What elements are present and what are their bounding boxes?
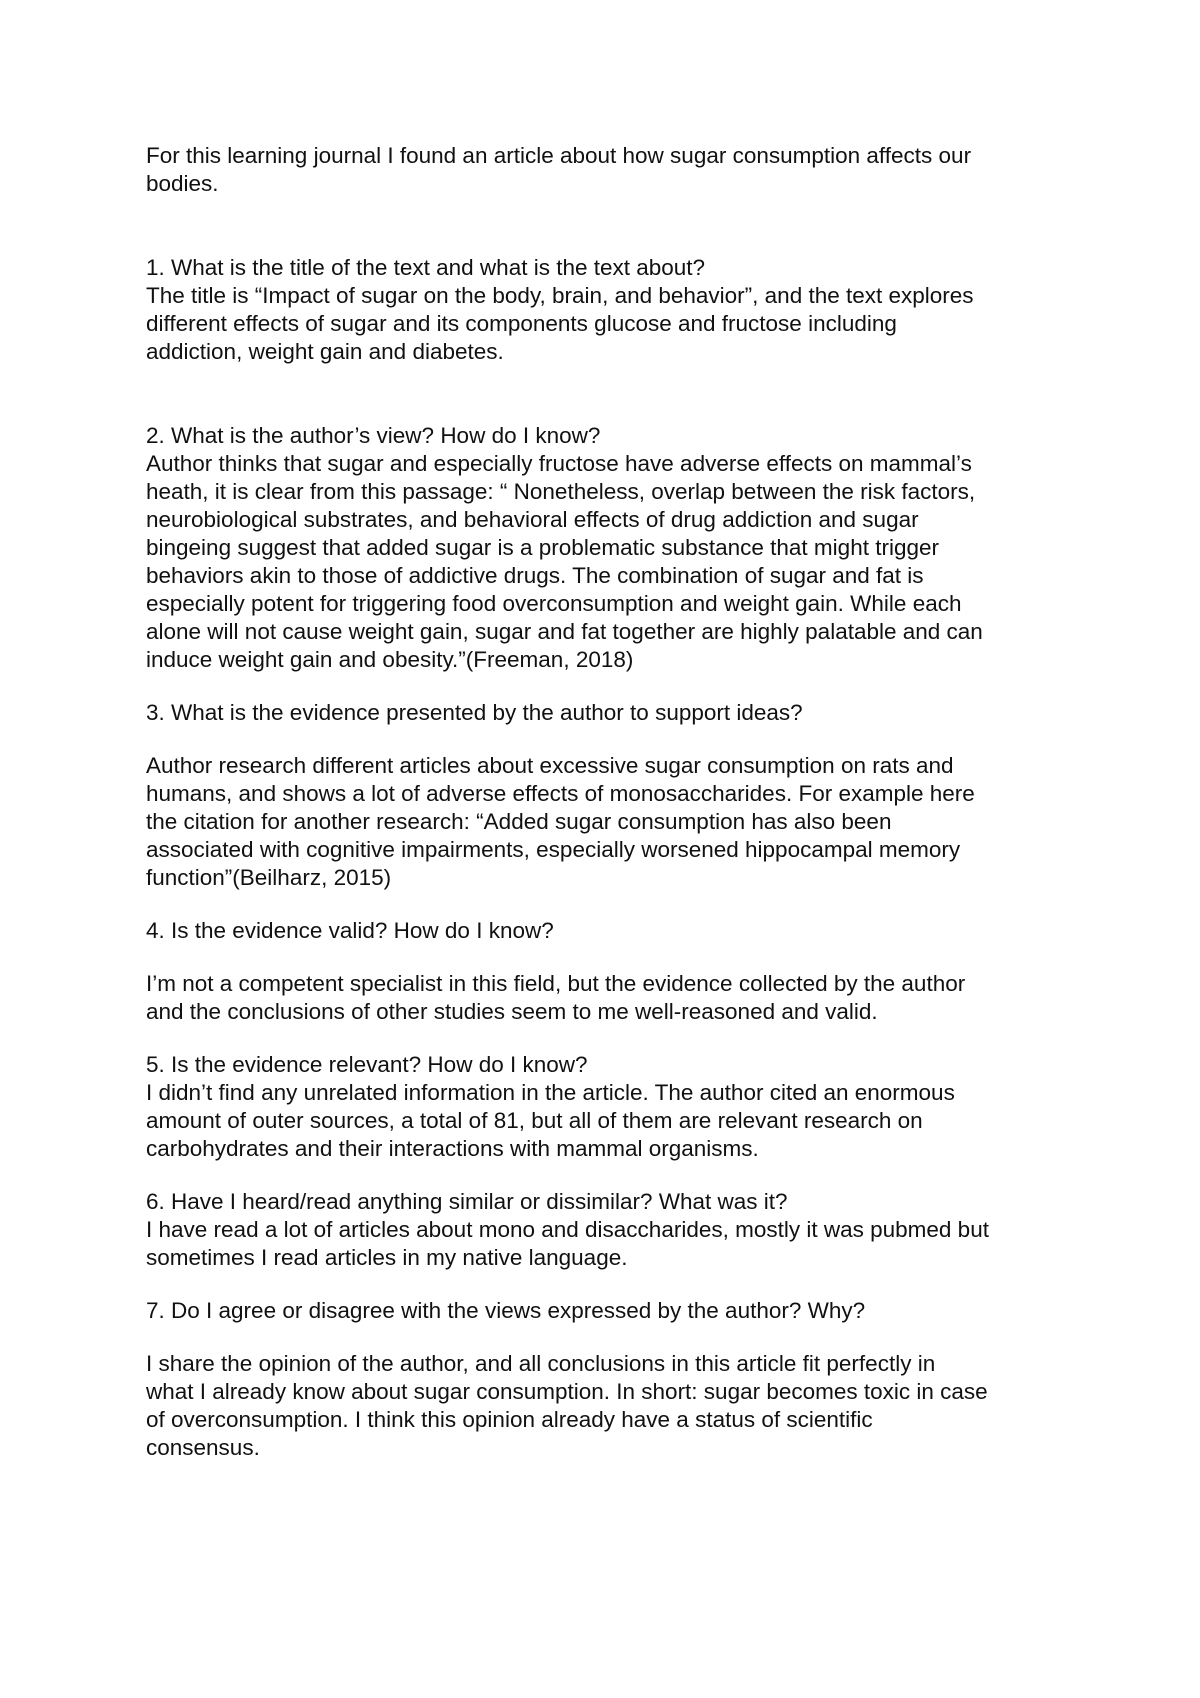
answer-1: The title is “Impact of sugar on the body, brain, and behavior”, and the text explores different effects of sugar and its components glucose and fructose including addiction, weight gain and diabetes.	[146, 283, 974, 364]
answer-3: Author research different articles about excessive sugar consumption on rats and humans, and shows a lot of adverse effects of monosaccharides. For example here the citation for another research: “Added sugar consumption has also been associated with cognitive impairments, especially worsened hippocampal memory function”(Beilharz, 2015)	[146, 753, 975, 890]
question-4-section	[146, 917, 1086, 1026]
question-5-section	[146, 1051, 1086, 1163]
question-4: 4. Is the evidence valid? How do I know?	[146, 918, 554, 943]
question-2: 2. What is the author’s view? How do I know?	[146, 423, 601, 448]
question-1-section	[146, 254, 1086, 366]
answer-2: Author thinks that sugar and especially fructose have adverse effects on mammal’s heath, it is clear from this passage: “ Nonetheless, overlap between the risk factors, neurobiological substrates, and behavioral effects of drug addiction and sugar bingeing suggest that added sugar is a problematic substance that might trigger behaviors akin to those of addictive drugs. The combination of sugar and fat is especially potent for triggering food overconsumption and weight gain. While each alone will not cause weight gain, sugar and fat together are highly palatable and can induce weight gain and obesity.”(Freeman, 2018)	[146, 451, 983, 672]
question-6-section	[146, 1188, 1086, 1272]
answer-6: I have read a lot of articles about mono and disaccharides, mostly it was pubmed but sometimes I read articles in my native language.	[146, 1217, 989, 1270]
intro-paragraph: For this learning journal I found an article about how sugar consumption affects our bodies.	[146, 143, 972, 196]
question-6: 6. Have I heard/read anything similar or dissimilar? What was it?	[146, 1189, 788, 1214]
question-7-section	[146, 1297, 1086, 1462]
answer-4: I’m not a competent specialist in this field, but the evidence collected by the author and the conclusions of other studies seem to me well-reasoned and valid.	[146, 971, 966, 1024]
question-1: 1. What is the title of the text and what is the text about?	[146, 255, 706, 280]
answer-7: I share the opinion of the author, and all conclusions in this article fit perfectly in what I already know about sugar consumption. In short: sugar becomes toxic in case of overconsumption. I think this opinion already have a status of scientific consensus.	[146, 1351, 988, 1460]
question-3-section	[146, 699, 1086, 892]
answer-5: I didn’t find any unrelated information in the article. The author cited an enormous amount of outer sources, a total of 81, but all of them are relevant research on carbohydrates and their interactions with mammal organisms.	[146, 1080, 955, 1161]
question-3: 3. What is the evidence presented by the author to support ideas?	[146, 700, 803, 725]
question-7: 7. Do I agree or disagree with the views expressed by the author? Why?	[146, 1298, 866, 1323]
document-body	[146, 142, 1086, 1462]
question-2-section	[146, 422, 1086, 674]
question-5: 5. Is the evidence relevant? How do I know?	[146, 1052, 588, 1077]
